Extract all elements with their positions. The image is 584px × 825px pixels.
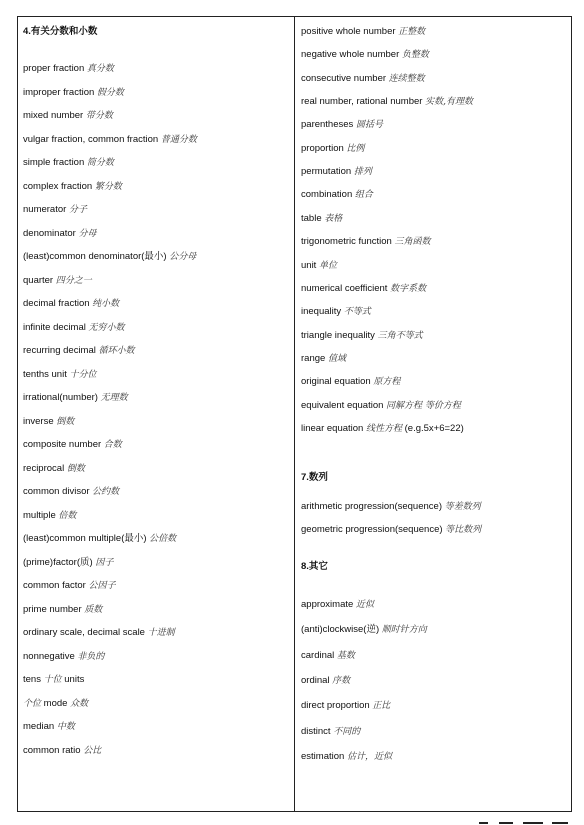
vocab-entry [23, 463, 85, 475]
vocab-entry [23, 369, 97, 381]
vocab-entry [301, 376, 400, 388]
chinese-term: 等比数列 [445, 525, 482, 535]
chinese-term: 带分数 [85, 111, 113, 121]
vocab-entry [23, 345, 135, 357]
english-term: range [301, 353, 326, 364]
english-term: improper fraction [23, 87, 95, 98]
chinese-term: 质数 [84, 605, 103, 615]
chinese-term: 三角不等式 [377, 331, 423, 341]
vocab-entry [301, 236, 430, 248]
english-term: median [23, 721, 55, 732]
english-term: recurring decimal [23, 345, 96, 356]
english-term: multiple [23, 510, 56, 521]
vocab-entry [301, 260, 337, 272]
vocab-entry [23, 228, 96, 240]
english-term: arithmetic progression(sequence) [301, 501, 442, 512]
chinese-term: 估计，近似 [346, 752, 392, 762]
chinese-term: 数字系数 [390, 284, 427, 294]
chinese-term: 十进制 [147, 628, 175, 638]
english-term: unit [301, 260, 317, 271]
english-term: prime number [23, 604, 82, 615]
chinese-term: 序数 [332, 676, 351, 686]
vocab-entry [23, 698, 88, 710]
chinese-term: 假分数 [96, 88, 124, 98]
scan-artifact [523, 822, 543, 824]
vocab-entry [23, 510, 76, 522]
english-term: geometric progression(sequence) [301, 524, 443, 535]
english-term: combination [301, 189, 353, 200]
chinese-term: 个位 [23, 699, 42, 709]
english-term: positive whole number [301, 26, 396, 37]
vocab-entry [301, 73, 425, 85]
vocab-entry [301, 189, 373, 201]
vocab-entry [23, 674, 84, 686]
chinese-term: 连续整数 [388, 74, 425, 84]
english-term: table [301, 213, 322, 224]
vocab-entry [23, 416, 74, 428]
vocab-entry [301, 353, 346, 365]
english-term: common divisor [23, 486, 90, 497]
english-term: common factor [23, 580, 86, 591]
english-term: negative whole number [301, 49, 400, 60]
chinese-term: 公分母 [169, 252, 197, 262]
section-heading-other: 8.其它 [301, 561, 328, 572]
vocab-entry [301, 26, 425, 38]
chinese-term: 分子 [68, 205, 87, 215]
vocab-entry [23, 134, 197, 146]
vocab-entry [23, 627, 175, 639]
english-term: composite number [23, 439, 102, 450]
english-term: approximate [301, 599, 354, 610]
vocab-entry [301, 119, 383, 131]
chinese-term: 倍数 [58, 511, 77, 521]
chinese-term: 线性方程 [365, 424, 402, 434]
vocab-entry [301, 524, 481, 536]
english-term: irrational(number) [23, 392, 98, 403]
vocab-entry [23, 204, 87, 216]
english-term: mixed number [23, 110, 84, 121]
chinese-term: 循环小数 [98, 346, 135, 356]
english-term: quarter [23, 275, 54, 286]
vocab-entry [301, 675, 350, 687]
vocab-entry [23, 157, 114, 169]
chinese-term: 比例 [346, 144, 365, 154]
chinese-term: 不等式 [343, 307, 371, 317]
chinese-term: 公因子 [88, 581, 116, 591]
english-term: permutation [301, 166, 352, 177]
chinese-term: 三角函数 [394, 237, 431, 247]
english-term: numerator [23, 204, 67, 215]
chinese-term: 原方程 [373, 377, 401, 387]
chinese-term: 倒数 [56, 417, 75, 427]
english-term: triangle inequality [301, 330, 375, 341]
chinese-term: 基数 [336, 651, 355, 661]
chinese-term: 简分数 [86, 158, 114, 168]
chinese-term: 真分数 [86, 64, 114, 74]
chinese-term: 顺时针方向 [381, 625, 427, 635]
english-term: parentheses [301, 119, 354, 130]
chinese-term: 同解方程 等价方程 [386, 401, 461, 411]
vocab-entry [23, 439, 122, 451]
vocab-entry [23, 110, 113, 122]
chinese-term: 繁分数 [94, 182, 122, 192]
chinese-term: 倒数 [66, 464, 85, 474]
vocab-entry [301, 213, 342, 225]
column-divider [294, 17, 295, 811]
chinese-term: 不同的 [333, 727, 361, 737]
english-term: vulgar fraction, common fraction [23, 134, 159, 145]
english-term: consecutive number [301, 73, 387, 84]
chinese-term: 众数 [70, 699, 89, 709]
vocab-entry [301, 624, 427, 636]
vocab-entry [23, 533, 176, 545]
section-heading-fractions: 4.有关分数和小数 [23, 26, 98, 37]
section-heading-sequences: 7.数列 [301, 472, 328, 483]
english-term: inverse [23, 416, 54, 427]
chinese-term: 负整数 [401, 50, 429, 60]
vocab-entry [301, 306, 371, 318]
english-term: tens [23, 674, 41, 685]
english-term: estimation [301, 751, 345, 762]
chinese-term: 正比 [372, 701, 391, 711]
english-term-suffix: units [64, 674, 85, 685]
english-term: (prime)factor(质) [23, 557, 93, 568]
vocab-entry [301, 599, 374, 611]
chinese-term: 公倍数 [149, 534, 177, 544]
english-term: denominator [23, 228, 76, 239]
chinese-term: 等差数列 [444, 502, 481, 512]
chinese-term: 单位 [318, 261, 337, 271]
vocab-entry [23, 486, 119, 498]
chinese-term: 合数 [103, 440, 122, 450]
chinese-term: 无理数 [100, 393, 128, 403]
english-term: mode [43, 698, 68, 709]
english-term: real number, rational number [301, 96, 423, 107]
chinese-term: 四分之一 [55, 276, 92, 286]
english-term: proportion [301, 143, 344, 154]
chinese-term: 十分位 [69, 370, 97, 380]
vocab-entry [23, 721, 75, 733]
chinese-term: 公比 [83, 746, 102, 756]
chinese-term: 正整数 [398, 27, 426, 37]
chinese-term: 因子 [95, 558, 114, 568]
vocab-entry [301, 283, 426, 295]
english-term: ordinal [301, 675, 330, 686]
vocab-entry [23, 63, 114, 75]
english-term: (least)common multiple(最小) [23, 533, 147, 544]
english-term: common ratio [23, 745, 81, 756]
english-term: direct proportion [301, 700, 370, 711]
scan-artifact [479, 822, 488, 824]
english-term: decimal fraction [23, 298, 90, 309]
chinese-term: 分母 [78, 229, 97, 239]
vocab-entry [23, 745, 101, 757]
english-term: proper fraction [23, 63, 85, 74]
vocab-entry [23, 251, 196, 263]
english-term: cardinal [301, 650, 335, 661]
vocab-entry [23, 580, 115, 592]
english-term: trigonometric function [301, 236, 392, 247]
vocab-entry [301, 330, 423, 342]
vocab-entry [301, 423, 464, 435]
english-term: numerical coefficient [301, 283, 388, 294]
chinese-term: 表格 [324, 214, 343, 224]
vocab-entry [301, 166, 372, 178]
vocab-entry [23, 651, 104, 663]
vocab-entry [23, 181, 122, 193]
vocab-entry [301, 96, 473, 108]
vocab-entry [23, 298, 119, 310]
english-term: original equation [301, 376, 371, 387]
vocab-entry [23, 275, 92, 287]
vocab-entry [23, 322, 125, 334]
scan-artifact [552, 822, 568, 824]
vocab-entry [301, 49, 429, 61]
vocab-entry [23, 392, 128, 404]
chinese-term: 中数 [56, 722, 75, 732]
chinese-term: 非负的 [77, 652, 105, 662]
english-term: nonnegative [23, 651, 75, 662]
vocab-entry [301, 400, 461, 412]
chinese-term: 值域 [327, 354, 346, 364]
chinese-term: 排列 [353, 167, 372, 177]
chinese-term: 圆括号 [355, 120, 383, 130]
english-term: ordinary scale, decimal scale [23, 627, 145, 638]
vocab-entry [301, 751, 392, 763]
english-term: complex fraction [23, 181, 93, 192]
english-term: tenths unit [23, 369, 67, 380]
chinese-term: 近似 [355, 600, 374, 610]
chinese-term: 实数,有理数 [425, 97, 473, 107]
chinese-term: 无穷小数 [88, 323, 125, 333]
english-term: (least)common denominator(最小) [23, 251, 167, 262]
vocab-entry [301, 501, 481, 513]
english-term: inequality [301, 306, 342, 317]
english-term: simple fraction [23, 157, 85, 168]
chinese-term: 十位 [43, 675, 62, 685]
english-term-suffix: (e.g.5x+6=22) [404, 423, 464, 434]
english-term: reciprocal [23, 463, 65, 474]
english-term: linear equation [301, 423, 364, 434]
english-term: infinite decimal [23, 322, 86, 333]
vocab-entry [23, 604, 102, 616]
english-term: (anti)clockwise(逆) [301, 624, 380, 635]
english-term: distinct [301, 726, 331, 737]
chinese-term: 普通分数 [160, 135, 197, 145]
chinese-term: 公约数 [92, 487, 120, 497]
vocab-entry [301, 143, 364, 155]
scan-artifact [499, 822, 513, 824]
vocab-entry [301, 726, 360, 738]
chinese-term: 纯小数 [92, 299, 120, 309]
vocab-entry [23, 557, 113, 569]
chinese-term: 组合 [354, 190, 373, 200]
vocab-entry [23, 87, 124, 99]
vocab-entry [301, 700, 390, 712]
vocab-entry [301, 650, 355, 662]
vocabulary-table [17, 16, 572, 812]
english-term: equivalent equation [301, 400, 384, 411]
